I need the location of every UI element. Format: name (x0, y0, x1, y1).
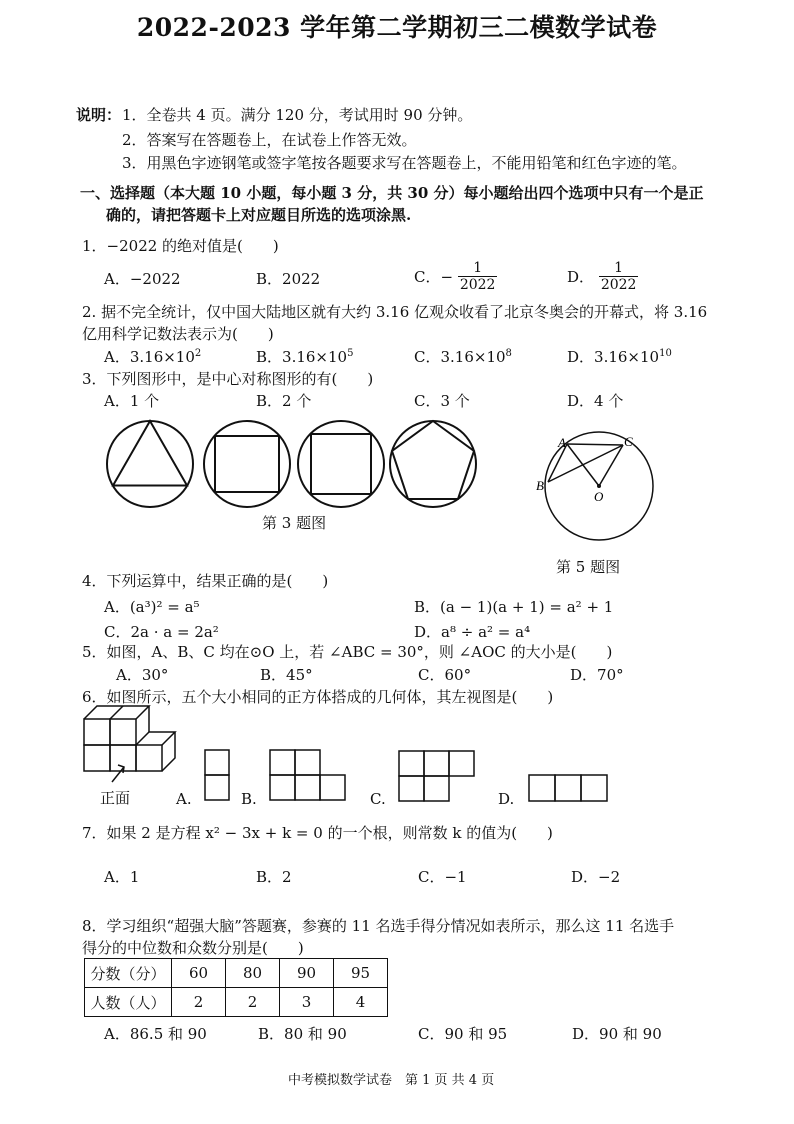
option-d-view (529, 775, 607, 801)
q3-option-b: B．2 个 (256, 392, 312, 410)
option-a-view (205, 750, 229, 800)
q4-option-d: D．a⁸ ÷ a² = a⁴ (414, 623, 531, 641)
q6-option-c: C. (370, 790, 386, 808)
table-cell: 2 (172, 988, 226, 1017)
q2-option-a-text: A．3.16×10 (104, 348, 195, 366)
page-footer: 中考模拟数学试卷 第 1 页 共 4 页 (288, 1073, 495, 1088)
point-c-label: C (624, 434, 633, 449)
q6-option-a: A. (176, 790, 192, 808)
q3-option-d: D．4 个 (567, 392, 624, 410)
table-cell: 人数（人） (85, 988, 172, 1017)
instructions-label: 说明： (76, 106, 122, 124)
question-6-stem: 6．如图所示，五个大小相同的正方体搭成的几何体，其左视图是( ) (82, 688, 554, 706)
table-cell: 60 (172, 959, 226, 988)
q8-option-a: A．86.5 和 90 (104, 1025, 207, 1043)
section-heading-line1: 一、选择题（本大题 10 小题，每小题 3 分，共 30 分）每小题给出四个选项中只有一个是正 (80, 184, 704, 202)
instruction-item-1: 1．全卷共 4 页。满分 120 分，考试用时 90 分钟。 (122, 106, 473, 124)
question-1-stem: 1．−2022 的绝对值是( ) (82, 237, 279, 255)
question-2-line2: 亿用科学记数法表示为( ) (82, 325, 274, 343)
front-pointer-arrow (112, 767, 124, 782)
table-cell: 4 (334, 988, 388, 1017)
table-cell: 90 (280, 959, 334, 988)
section-heading-line2: 确的，请把答题卡上对应题目所选的选项涂黑. (106, 206, 412, 224)
q5-option-d: D．70° (570, 666, 624, 684)
score-table (84, 958, 388, 1017)
fraction-numerator: 1 (458, 260, 498, 277)
q7-option-d: D．−2 (571, 868, 621, 886)
q5-option-c: C．60° (418, 666, 472, 684)
table-cell: 分数（分） (85, 959, 172, 988)
table-row (85, 988, 388, 1017)
table-cell: 2 (226, 988, 280, 1017)
question-3-stem: 3．下列图形中，是中心对称图形的有( ) (82, 370, 374, 388)
q2-option-d-exponent: 10 (659, 348, 672, 359)
q3-figure-caption: 第 3 题图 (262, 514, 327, 532)
q2-option-d-text: D．3.16×10 (567, 348, 660, 366)
q2-option-b-text: B．3.16×10 (256, 348, 348, 366)
fraction-denominator: 2022 (600, 277, 637, 293)
q4-option-c: C．2a · a = 2a² (104, 623, 219, 641)
q6-option-b: B. (241, 790, 257, 808)
q4-option-b: B．(a − 1)(a + 1) = a² + 1 (414, 598, 614, 616)
q8-option-d: D．90 和 90 (572, 1025, 662, 1043)
instruction-item-2: 2．答案写在答题卷上，在试卷上作答无效。 (122, 131, 417, 149)
front-view-label: 正面 (100, 789, 131, 807)
question-5-stem: 5．如图，A、B、C 均在⊙O 上，若 ∠ABC = 30°，则 ∠AOC 的大小是( ) (82, 643, 613, 661)
q2-option-b-exponent: 5 (347, 348, 354, 359)
fraction-numerator: 1 (599, 260, 639, 277)
question-7-stem: 7．如果 2 是方程 x² − 3x + k = 0 的一个根，则常数 k 的值为( ) (82, 824, 553, 842)
table-row (85, 959, 388, 988)
fraction-denominator: 2022 (459, 277, 496, 293)
q1-option-c-prefix: C．− (414, 268, 454, 286)
q5-option-a: A．30° (116, 666, 169, 684)
q8-option-b: B．80 和 90 (258, 1025, 347, 1043)
table-cell: 95 (334, 959, 388, 988)
question-8-line1: 8．学习组织“超强大脑”答题赛，参赛的 11 名选手得分情况如表所示，那么这 11 名选手 (82, 917, 675, 935)
option-c-view (399, 751, 474, 801)
q7-option-b: B．2 (256, 868, 292, 886)
q3-option-a: A．1 个 (104, 392, 160, 410)
q2-option-c-text: C．3.16×10 (414, 348, 506, 366)
point-b-label: B (536, 478, 544, 493)
table-cell: 3 (280, 988, 334, 1017)
table-cell: 80 (226, 959, 280, 988)
question-8-line2: 得分的中位数和众数分别是( ) (82, 939, 304, 957)
q5-option-b: B．45° (260, 666, 313, 684)
q8-option-c: C．90 和 95 (418, 1025, 508, 1043)
question-4-stem: 4．下列运算中，结果正确的是( ) (82, 572, 329, 590)
q4-option-a: A．(a³)² = a⁵ (104, 598, 200, 616)
q1-option-d-prefix: D． (567, 268, 595, 286)
cube-solid-figure (84, 706, 175, 771)
point-o-label: O (594, 489, 604, 504)
q1-option-a: A．−2022 (104, 270, 181, 288)
q7-option-c: C．−1 (418, 868, 467, 886)
question-2-line1: 2. 据不完全统计，仅中国大陆地区就有大约 3.16 亿观众收看了北京冬奥会的开幕式，将 3.16 (82, 303, 708, 321)
option-b-view (270, 750, 345, 800)
q2-option-c-exponent: 8 (505, 348, 512, 359)
q3-option-c: C．3 个 (414, 392, 470, 410)
q7-option-a: A．1 (104, 868, 140, 886)
q5-figure-caption: 第 5 题图 (556, 558, 621, 576)
q6-option-d: D. (498, 790, 515, 808)
q2-option-a-exponent: 2 (194, 348, 202, 359)
instruction-item-3: 3．用黑色字迹钢笔或签字笔按各题要求写在答题卷上，不能用铅笔和红色字迹的笔。 (122, 154, 687, 172)
page-title: 2022-2023 学年第二学期初三二模数学试卷 (136, 13, 658, 42)
point-a-label: A (558, 435, 566, 450)
q1-option-b: B．2022 (256, 270, 321, 288)
